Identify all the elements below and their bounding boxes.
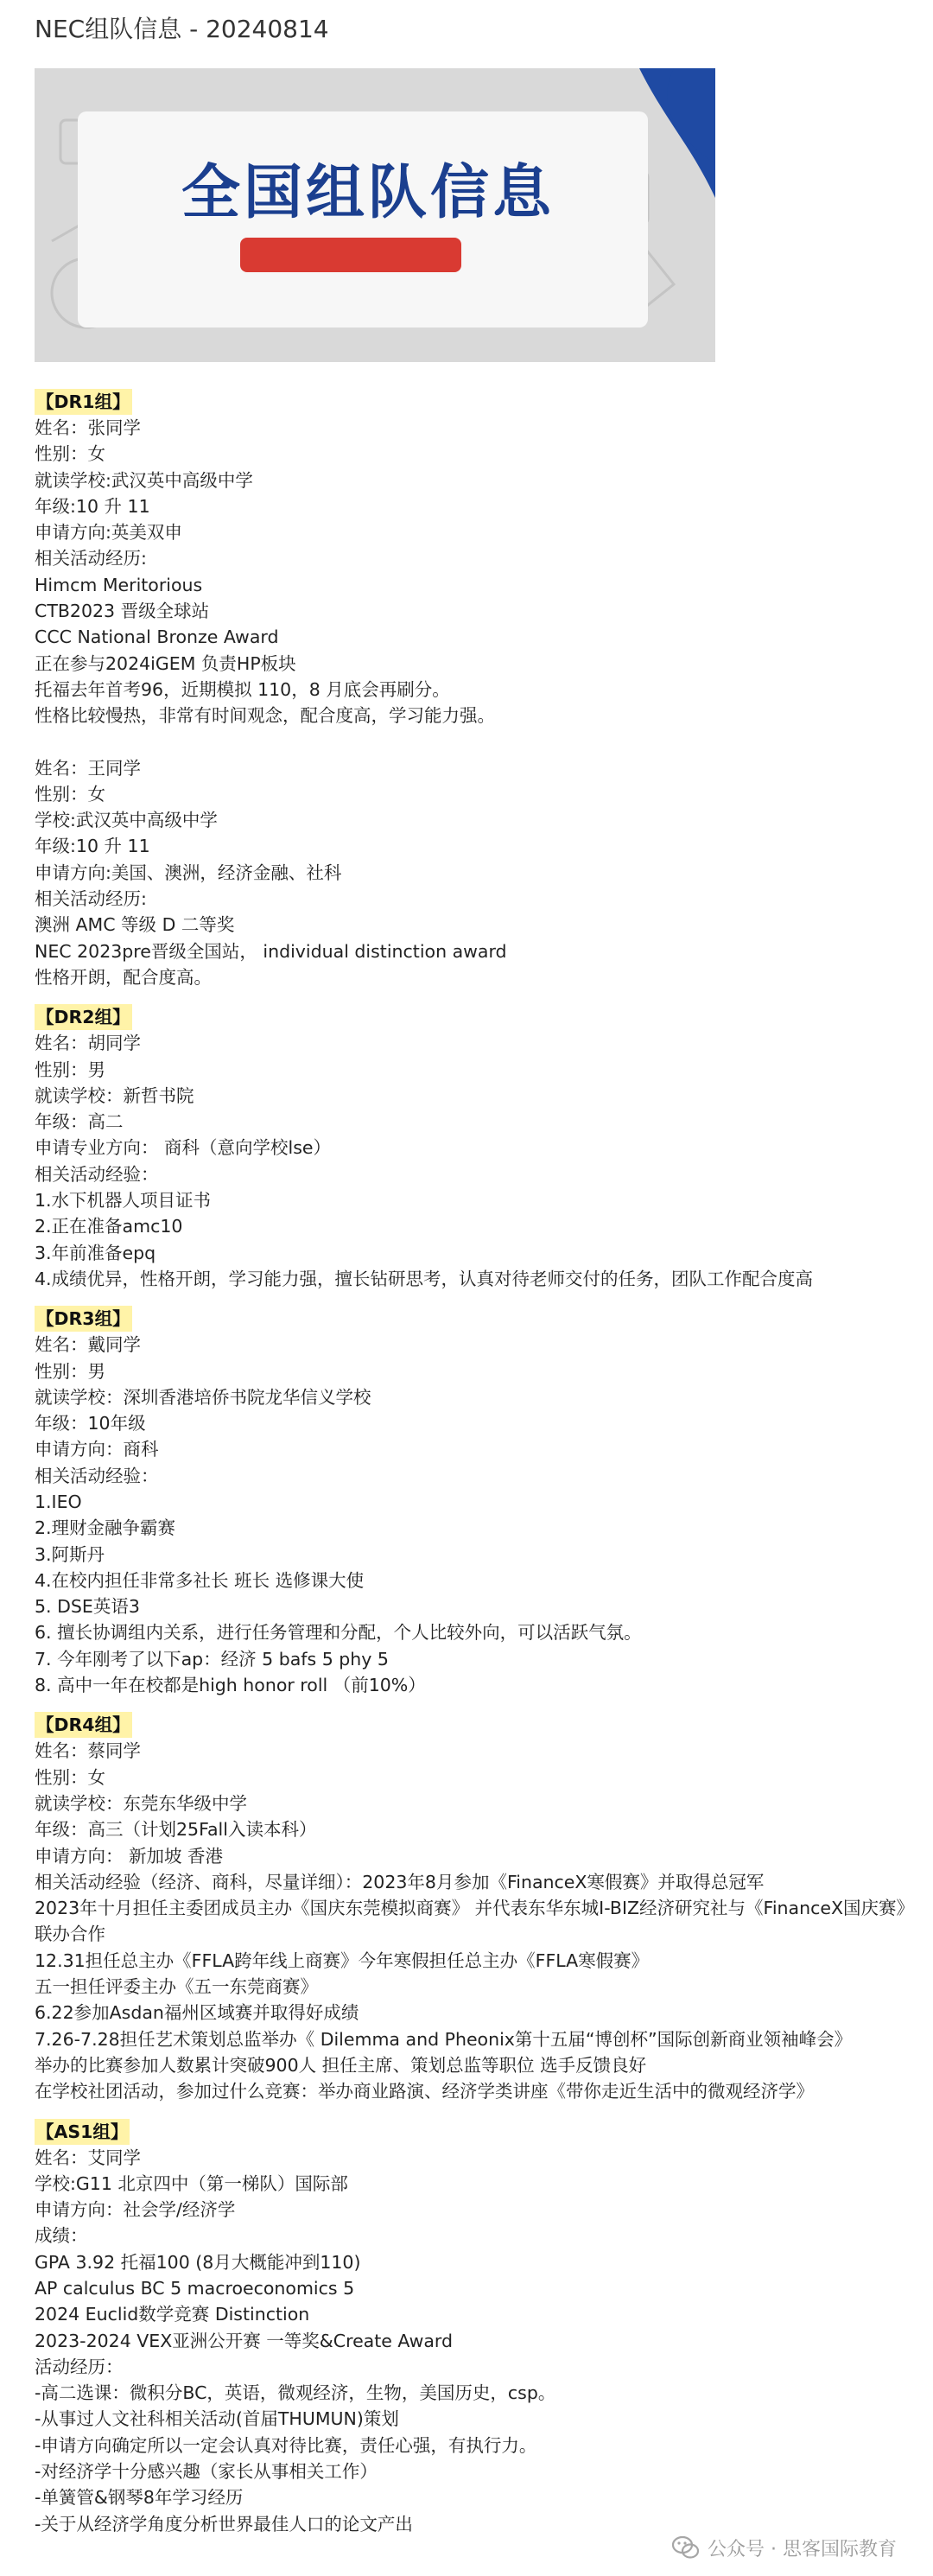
profile-line: GPA 3.92 托福100 (8月大概能冲到110)	[35, 2251, 361, 2273]
profile-line: 澳洲 AMC 等级 D 二等奖	[35, 914, 235, 936]
profile-line: 2023年十月担任主委团成员主办《国庆东莞模拟商赛》 并代表东华东城I-BIZ经济研究社与《FinanceX国庆赛》联办合作	[35, 1898, 905, 1945]
spacer	[35, 1292, 907, 1306]
profile-line: 性格开朗，配合度高。	[35, 966, 212, 988]
profile-line: 年级:10 升 11	[35, 495, 150, 517]
profile-line: 相关活动经验：	[35, 1465, 159, 1486]
profile-line: 年级：10年级	[35, 1413, 146, 1434]
profile-line: 1.IEO	[35, 1491, 82, 1512]
profile-line: CTB2023 晋级全球站	[35, 601, 210, 622]
profile-line: Himcm Meritorious	[35, 574, 203, 595]
profile-list	[35, 389, 907, 2537]
profile-line: 年级:10 升 11	[35, 836, 150, 857]
spacer	[35, 2105, 907, 2119]
profile-line: CCC National Bronze Award	[35, 627, 279, 648]
profile-line: 年级：高二	[35, 1111, 124, 1133]
profile-line: 6. 擅长协调组内关系，进行任务管理和分配，个人比较外向，可以活跃气氛。	[35, 1622, 642, 1644]
profile-line: 托福去年首考96，近期模拟 110，8 月底会再刷分。	[35, 678, 450, 700]
profile-line: 2024 Euclid数学竞赛 Distinction	[35, 2304, 310, 2325]
profile-line: 性格比较慢热，非常有时间观念，配合度高，学习能力强。	[35, 705, 495, 727]
watermark	[671, 2530, 897, 2565]
profile-line: 申请方向:英美双申	[35, 522, 182, 544]
profile-line: 性别：女	[35, 1766, 105, 1788]
profile-line: 4.在校内担任非常多社长 班长 选修课大使	[35, 1569, 365, 1591]
profile-line: 12.31担任总主办《FFLA跨年线上商赛》今年寒假担任总主办《FFLA寒假赛》	[35, 1949, 650, 1971]
profile-line: 相关活动经历:	[35, 548, 147, 569]
profile-line: 申请专业方向： 商科（意向学校lse）	[35, 1137, 332, 1159]
profile-line: NEC 2023pre晋级全国站， individual distinction award	[35, 940, 507, 962]
spacer	[35, 1698, 907, 1712]
group-section	[35, 1306, 907, 1698]
profile-line: 申请方向： 新加坡 香港	[35, 1845, 224, 1867]
profile-line: 在学校社团活动，参加过什么竞赛：举办商业路演、经济学类讲座《带你走近生活中的微观经济学》	[35, 2081, 814, 2102]
profile-line: 学校:武汉英中高级中学	[35, 810, 218, 831]
group-tag: 【DR3组】	[35, 1306, 132, 1332]
banner-title: 全国组队信息	[181, 159, 555, 227]
profile-line: 3.年前准备epq	[35, 1242, 156, 1263]
group-section	[35, 2119, 907, 2537]
spacer	[35, 729, 907, 755]
profile-line: 相关活动经验（经济、商科，尽量详细）：2023年8月参加《FinanceX寒假赛》并取得总冠军	[35, 1871, 765, 1892]
profile-line: AP calculus BC 5 macroeconomics 5	[35, 2278, 355, 2299]
group-tag: 【AS1组】	[35, 2119, 130, 2145]
group-section	[35, 1004, 907, 1292]
profile-line: 姓名：艾同学	[35, 2147, 141, 2168]
profile-line: 7. 今年刚考了以下ap：经济 5 bafs 5 phy 5	[35, 1648, 389, 1670]
profile-line: 姓名：胡同学	[35, 1033, 141, 1054]
profile-line: 相关活动经历:	[35, 888, 147, 910]
profile-line: 性别：男	[35, 1360, 105, 1382]
profile-line: 姓名：王同学	[35, 757, 141, 779]
profile-line: 姓名：蔡同学	[35, 1740, 141, 1762]
profile-line: 就读学校：东莞东华级中学	[35, 1792, 247, 1814]
group-tag: 【DR1组】	[35, 389, 132, 415]
profile-line: 成绩：	[35, 2225, 88, 2247]
profile-line: -从事过人文社科相关活动(首届THUMUN)策划	[35, 2408, 399, 2430]
profile-line: 8. 高中一年在校都是high honor roll （前10%）	[35, 1675, 426, 1696]
profile-line: 姓名：张同学	[35, 417, 141, 438]
profile-line: 2.正在准备amc10	[35, 1216, 183, 1237]
profile-line: 性别：男	[35, 1059, 105, 1080]
profile-line: 举办的比赛参加人数累计突破900人 担任主席、策划总监等职位 选手反馈良好	[35, 2054, 647, 2076]
profile-line: 年级：高三（计划25Fall入读本科）	[35, 1819, 317, 1841]
profile-line: 学校:G11 北京四中（第一梯队）国际部	[35, 2172, 348, 2194]
profile-line: 姓名：戴同学	[35, 1334, 141, 1356]
profile-line: 2.理财金融争霸赛	[35, 1517, 176, 1539]
profile-line: 五一担任评委主办《五一东莞商赛》	[35, 1976, 318, 1998]
profile-line: -关于从经济学角度分析世界最佳人口的论文产出	[35, 2513, 413, 2535]
group-section	[35, 1712, 907, 2104]
profile-line: 3.阿斯丹	[35, 1543, 105, 1565]
group-tag: 【DR4组】	[35, 1712, 132, 1738]
red-pill-shape	[240, 238, 461, 272]
profile-line: 就读学校:武汉英中高级中学	[35, 469, 253, 491]
profile-line: 7.26-7.28担任艺术策划总监举办《 Dilemma and Pheonix第十五届“博创杯”国际创新商业领袖峰会》	[35, 2028, 853, 2050]
profile-line: -对经济学十分感兴趣（家长从事相关工作）	[35, 2461, 378, 2483]
profile-line: 2023-2024 VEX亚洲公开赛 一等奖&Create Award	[35, 2330, 454, 2351]
profile-line: 1.水下机器人项目证书	[35, 1190, 212, 1212]
profile-line: 性别：女	[35, 783, 105, 805]
watermark-text: 公众号 · 思客国际教育	[708, 2538, 897, 2560]
profile-line: 就读学校：深圳香港培侨书院龙华信义学校	[35, 1386, 371, 1408]
profile-line: -高二选课：微积分BC，英语，微观经济，生物，美国历史，csp。	[35, 2382, 556, 2404]
profile-line: -申请方向确定所以一定会认真对待比赛，责任心强，有执行力。	[35, 2434, 537, 2456]
document-title: NEC组队信息 - 20240814	[35, 15, 329, 43]
profile-line: 性别：女	[35, 443, 105, 465]
profile-line: 活动经历：	[35, 2356, 124, 2377]
profile-line: 申请方向:美国、澳洲，经济金融、社科	[35, 862, 342, 883]
profile-line: 正在参与2024iGEM 负责HP板块	[35, 652, 296, 674]
profile-line: 6.22参加Asdan福州区域赛并取得好成绩	[35, 2002, 359, 2024]
group-section	[35, 389, 907, 990]
profile-line: 相关活动经验：	[35, 1163, 159, 1185]
profile-line: 5. DSE英语3	[35, 1596, 140, 1618]
profile-line: 就读学校：新哲书院	[35, 1084, 194, 1106]
wechat-icon	[671, 2533, 701, 2562]
banner-image	[35, 68, 715, 362]
profile-line: 申请方向：商科	[35, 1439, 159, 1460]
profile-line: -单簧管&钢琴8年学习经历	[35, 2487, 244, 2509]
profile-line: 4.成绩优异，性格开朗，学习能力强，擅长钻研思考，认真对待老师交付的任务，团队工作配合度高	[35, 1268, 814, 1289]
spacer	[35, 990, 907, 1004]
profile-line: 申请方向：社会学/经济学	[35, 2199, 236, 2221]
group-tag: 【DR2组】	[35, 1004, 132, 1030]
